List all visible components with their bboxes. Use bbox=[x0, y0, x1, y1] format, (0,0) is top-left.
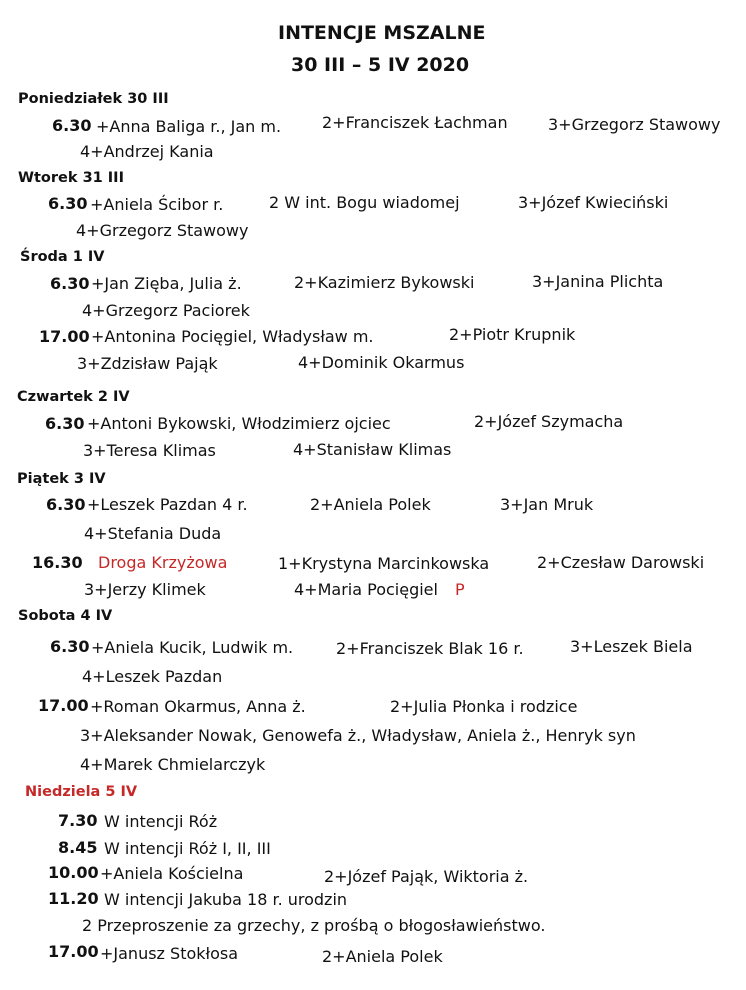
intention-4: 4+Dominik Okarmus bbox=[298, 353, 465, 372]
mass-time: 16.30 bbox=[32, 553, 83, 572]
mass-time: 10.00 bbox=[48, 863, 99, 882]
intention-3: 3+Zdzisław Pająk bbox=[77, 354, 218, 373]
intention-3: 3+Leszek Biela bbox=[570, 637, 693, 656]
mass-time: 6.30 bbox=[46, 495, 86, 514]
day-heading-saturday: Sobota 4 IV bbox=[18, 608, 113, 624]
mass-time: 6.30 bbox=[48, 194, 88, 213]
intention-2: 2+Julia Płonka i rodzice bbox=[390, 697, 578, 716]
intention-1: W intencji Róż bbox=[104, 812, 218, 831]
mass-time: 6.30 bbox=[45, 414, 85, 433]
intention-2: 2 Przeproszenie za grzechy, z prośbą o błogosławieństwo. bbox=[82, 916, 546, 935]
intention-4: 4+Stanisław Klimas bbox=[293, 440, 452, 459]
intention-2: 2+Aniela Polek bbox=[310, 495, 431, 514]
intention-2: 2+Józef Pająk, Wiktoria ż. bbox=[324, 867, 529, 886]
intention-1: +Jan Zięba, Julia ż. bbox=[91, 274, 242, 293]
intention-3: 3+Teresa Klimas bbox=[83, 441, 216, 460]
intention-4: 4+Marek Chmielarczyk bbox=[80, 755, 266, 774]
mass-time: 7.30 bbox=[58, 811, 98, 830]
mass-time: 11.20 bbox=[48, 889, 99, 908]
mass-time: 17.00 bbox=[38, 696, 89, 715]
intention-2: 2+Aniela Polek bbox=[322, 947, 443, 966]
page-title: INTENCJE MSZALNE bbox=[278, 22, 486, 44]
way-of-the-cross-note: Droga Krzyżowa bbox=[98, 553, 228, 572]
mass-time: 6.30 bbox=[50, 637, 90, 656]
mass-time: 17.00 bbox=[48, 942, 99, 961]
intention-1: +Roman Okarmus, Anna ż. bbox=[90, 697, 306, 716]
intention-4: 4+Andrzej Kania bbox=[80, 142, 214, 161]
marker-p: P bbox=[455, 580, 465, 599]
intention-1: 1+Krystyna Marcinkowska bbox=[278, 554, 490, 573]
intention-1: +Janusz Stokłosa bbox=[100, 944, 238, 963]
intention-2: 2 W int. Bogu wiadomej bbox=[269, 193, 460, 212]
intention-1: W intencji Róż I, II, III bbox=[104, 839, 271, 858]
intention-1: W intencji Jakuba 18 r. urodzin bbox=[104, 890, 348, 909]
day-heading-friday: Piątek 3 IV bbox=[17, 471, 106, 487]
mass-time: 8.45 bbox=[58, 838, 98, 857]
intention-2: 2+Kazimierz Bykowski bbox=[294, 273, 475, 292]
day-heading-monday: Poniedziałek 30 III bbox=[18, 91, 169, 107]
day-heading-sunday: Niedziela 5 IV bbox=[25, 784, 138, 800]
intention-3: 3+Józef Kwieciński bbox=[518, 193, 669, 212]
intention-2: 2+Franciszek Blak 16 r. bbox=[336, 639, 524, 658]
intention-4: 4+Maria Pocięgiel bbox=[294, 580, 438, 599]
intention-2: 2+Czesław Darowski bbox=[537, 553, 705, 572]
intention-1: +Antonina Pocięgiel, Władysław m. bbox=[91, 327, 374, 346]
mass-time: 6.30 bbox=[50, 274, 90, 293]
mass-time: 6.30 bbox=[52, 116, 92, 135]
intention-1: +Aniela Ścibor r. bbox=[90, 195, 224, 214]
intention-4: 4+Stefania Duda bbox=[84, 524, 222, 543]
intention-3: 3+Aleksander Nowak, Genowefa ż., Władysław, Aniela ż., Henryk syn bbox=[80, 726, 636, 745]
day-heading-wednesday: Środa 1 IV bbox=[20, 249, 105, 265]
intention-4: 4+Leszek Pazdan bbox=[82, 667, 223, 686]
intention-3: 3+Grzegorz Stawowy bbox=[548, 115, 721, 134]
intention-1: +Antoni Bykowski, Włodzimierz ojciec bbox=[87, 414, 391, 433]
intention-1: +Anna Baliga r., Jan m. bbox=[96, 117, 282, 136]
intention-1: +Aniela Kucik, Ludwik m. bbox=[91, 638, 294, 657]
intention-3: 3+Jerzy Klimek bbox=[84, 580, 206, 599]
day-heading-thursday: Czwartek 2 IV bbox=[17, 389, 130, 405]
intention-2: 2+Piotr Krupnik bbox=[449, 325, 576, 344]
intention-2: 2+Franciszek Łachman bbox=[322, 113, 508, 132]
intention-1: +Aniela Kościelna bbox=[100, 864, 244, 883]
intention-4: 4+Grzegorz Stawowy bbox=[76, 221, 249, 240]
intention-1: +Leszek Pazdan 4 r. bbox=[87, 495, 248, 514]
intention-4: 4+Grzegorz Paciorek bbox=[82, 301, 250, 320]
intention-3: 3+Jan Mruk bbox=[500, 495, 594, 514]
mass-time: 17.00 bbox=[39, 327, 90, 346]
intention-2: 2+Józef Szymacha bbox=[474, 412, 624, 431]
date-range: 30 III – 5 IV 2020 bbox=[291, 54, 470, 76]
intention-3: 3+Janina Plichta bbox=[532, 272, 664, 291]
day-heading-tuesday: Wtorek 31 III bbox=[18, 170, 124, 186]
